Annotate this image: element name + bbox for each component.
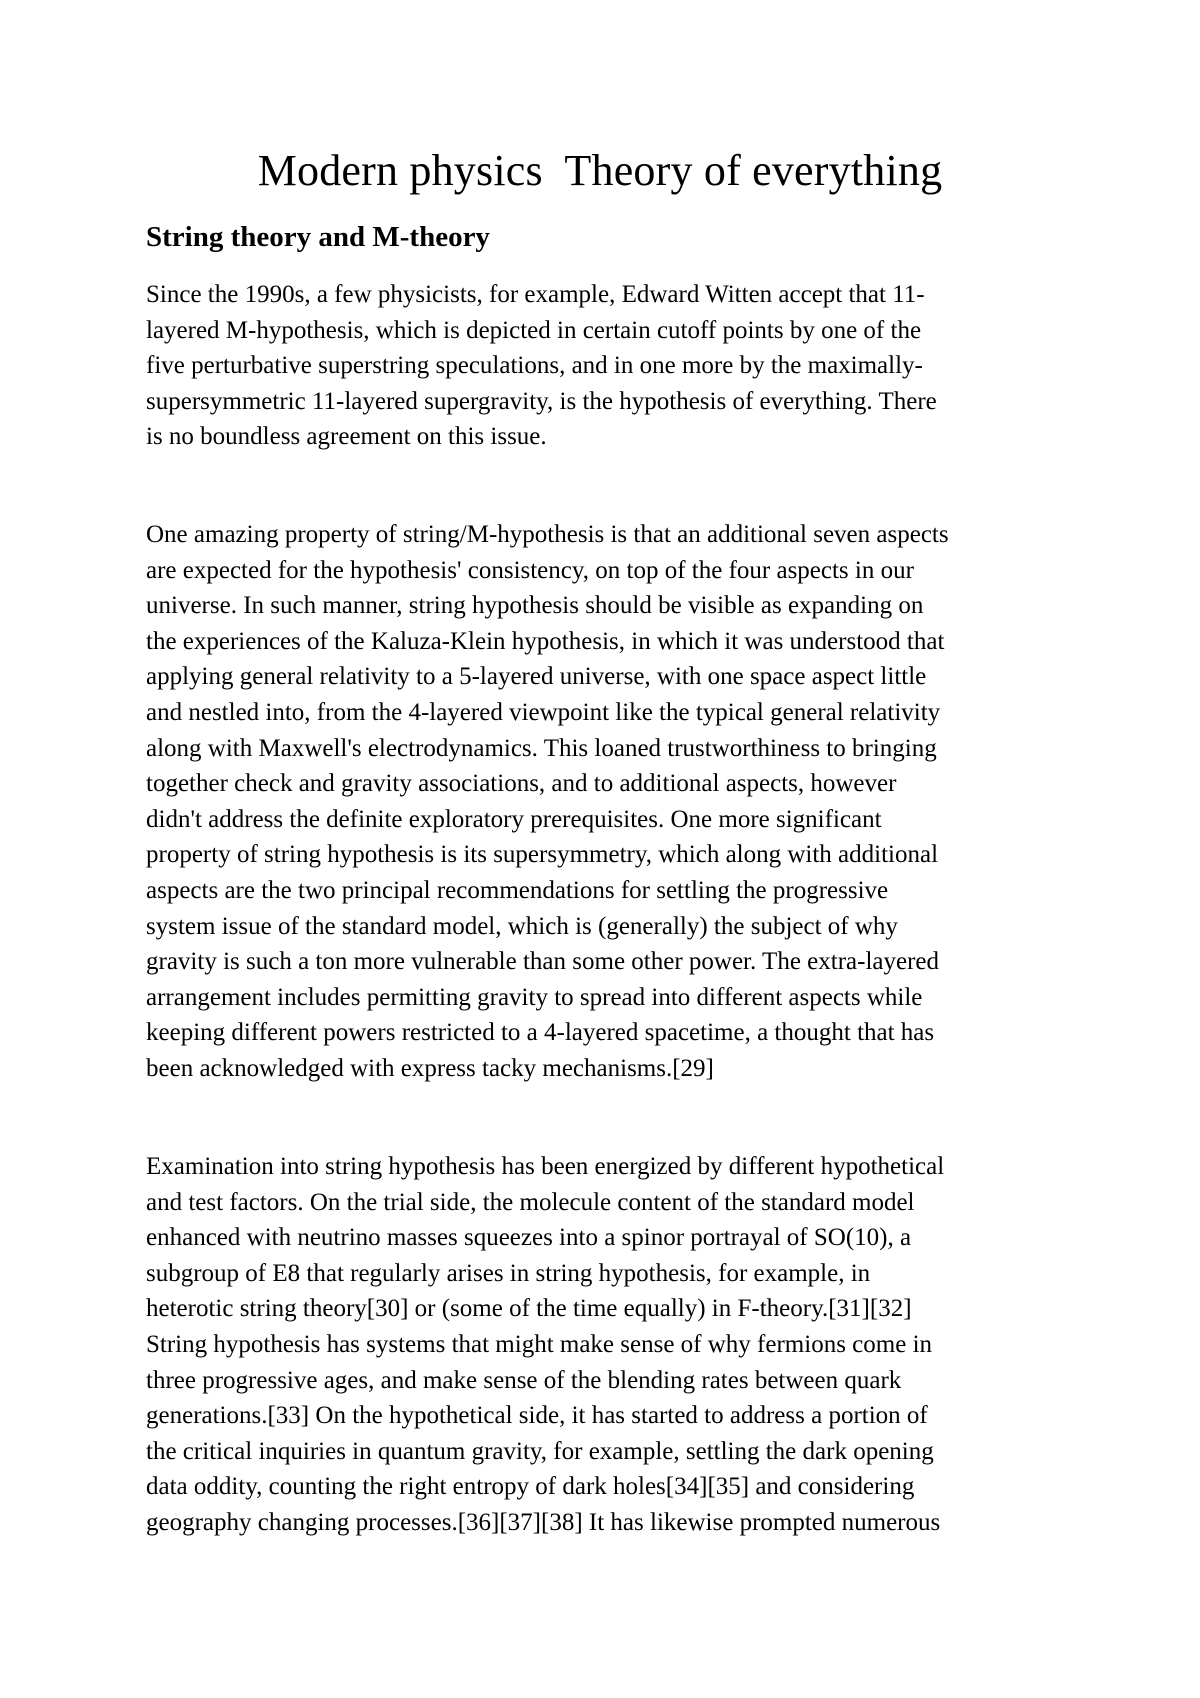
paragraph-line: supersymmetric 11-layered supergravity, is the hypothesis of everything. There <box>146 387 937 415</box>
paragraph-line: enhanced with neutrino masses squeezes into a spinor portrayal of SO(10), a <box>146 1224 912 1252</box>
paragraph-line: is no boundless agreement on this issue. <box>146 423 547 451</box>
paragraph-2 <box>146 517 1066 1087</box>
page-title: Modern physics Theory of everything <box>257 146 943 195</box>
paragraph-1 <box>146 277 1066 455</box>
paragraph-line: universe. In such manner, string hypothesis should be visible as expanding on <box>146 592 924 620</box>
paragraph-line: aspects are the two principal recommendations for settling the progressive <box>146 876 889 904</box>
paragraph-line: heterotic string theory[30] or (some of the time equally) in F-theory.[31][32] <box>146 1295 912 1323</box>
paragraph-line: the experiences of the Kaluza-Klein hypothesis, in which it was understood that <box>146 627 945 655</box>
paragraph-line: arrangement includes permitting gravity to spread into different aspects while <box>146 983 923 1011</box>
paragraph-line: along with Maxwell's electrodynamics. This loaned trustworthiness to bringing <box>146 734 937 762</box>
paragraph-line: are expected for the hypothesis' consistency, on top of the four aspects in our <box>146 556 914 584</box>
paragraph-line: keeping different powers restricted to a 4-layered spacetime, a thought that has <box>146 1019 935 1047</box>
paragraph-line: applying general relativity to a 5-layered universe, with one space aspect little <box>146 663 927 691</box>
paragraph-line: been acknowledged with express tacky mechanisms.[29] <box>146 1054 714 1082</box>
paragraph-line: and test factors. On the trial side, the molecule content of the standard model <box>146 1188 915 1216</box>
paragraph-line: together check and gravity associations, and to additional aspects, however <box>146 770 897 798</box>
paragraph-line: subgroup of E8 that regularly arises in string hypothesis, for example, in <box>146 1259 871 1287</box>
paragraph-line: data oddity, counting the right entropy of dark holes[34][35] and considering <box>146 1473 915 1501</box>
section-heading: String theory and M-theory <box>146 221 490 253</box>
paragraph-line: generations.[33] On the hypothetical side, it has started to address a portion of <box>146 1402 928 1430</box>
paragraph-3 <box>146 1149 1066 1541</box>
paragraph-line: three progressive ages, and make sense of the blending rates between quark <box>146 1366 902 1394</box>
paragraph-line: layered M-hypothesis, which is depicted in certain cutoff points by one of the <box>146 316 922 344</box>
paragraph-line: didn't address the definite exploratory prerequisites. One more significant <box>146 805 882 833</box>
paragraph-line: Examination into string hypothesis has been energized by different hypothetical <box>146 1153 945 1180</box>
paragraph-line: One amazing property of string/M-hypothesis is that an additional seven aspects <box>146 521 949 548</box>
paragraph-line: five perturbative superstring speculations, and in one more by the maximally- <box>146 352 923 380</box>
paragraph-line: system issue of the standard model, which is (generally) the subject of why <box>146 912 898 940</box>
paragraph-line: and nestled into, from the 4-layered viewpoint like the typical general relativity <box>146 698 941 726</box>
paragraph-line: geography changing processes.[36][37][38] It has likewise prompted numerous <box>146 1508 941 1536</box>
paragraph-line: gravity is such a ton more vulnerable than some other power. The extra-layered <box>146 948 940 976</box>
paragraph-line: Since the 1990s, a few physicists, for example, Edward Witten accept that 11- <box>146 281 925 308</box>
paragraph-line: property of string hypothesis is its supersymmetry, which along with additional <box>146 841 939 869</box>
paragraph-line: the critical inquiries in quantum gravity, for example, settling the dark opening <box>146 1437 934 1465</box>
paragraph-line: String hypothesis has systems that might make sense of why fermions come in <box>146 1330 933 1358</box>
